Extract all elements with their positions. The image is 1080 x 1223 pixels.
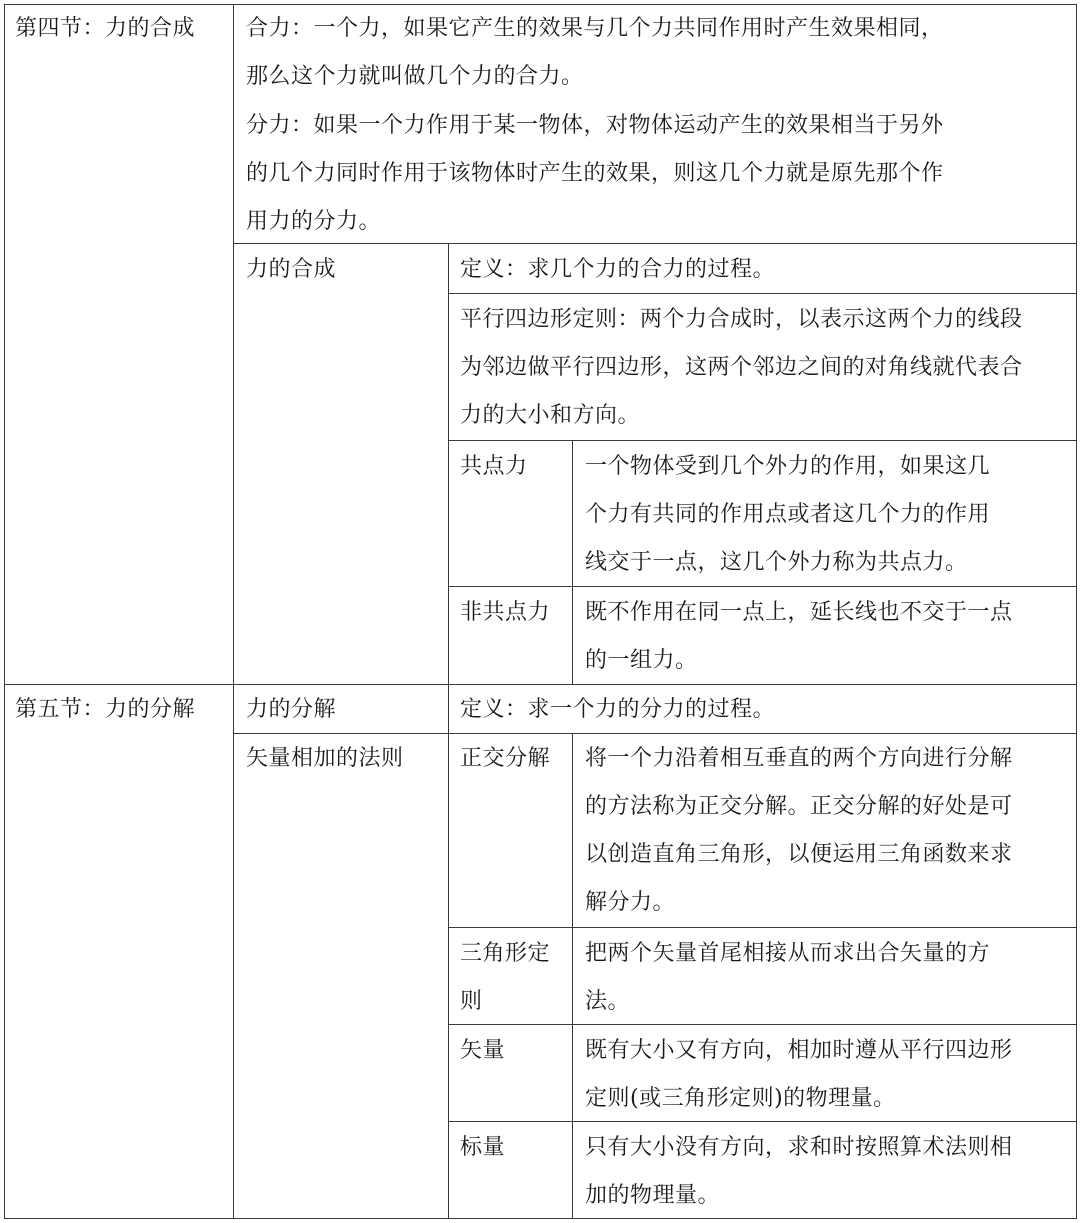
concurrent-forces-definition <box>585 443 990 587</box>
orthogonal-definition-line: 以创造直角三角形，以便运用三角函数来求 <box>585 842 1013 867</box>
concurrent-definition-line: 一个物体受到几个外力的作用，如果这几 <box>585 454 991 479</box>
border-right <box>1076 4 1077 1219</box>
concurrent-definition-line: 个力有共同的作用点或者这几个力的作用 <box>585 502 991 527</box>
resultant-definition-line: 合力：一个力，如果它产生的效果与几个力共同作用时产生效果相同， <box>246 16 944 41</box>
composition-definition: 定义：求几个力的合力的过程。 <box>460 257 776 282</box>
vector-definition-line: 既有大小又有方向，相加时遵从平行四边形 <box>585 1038 1013 1063</box>
resultant-definition-line: 那么这个力就叫做几个力的合力。 <box>246 64 584 89</box>
section-5-title: 第五节：力的分解 <box>15 697 196 722</box>
triangle-label-line: 三角形定 <box>460 941 551 966</box>
parallelogram-rule-line: 平行四边形定则：两个力合成时，以表示这两个力的线段 <box>460 307 1023 332</box>
divider-row-parallelogram <box>448 440 1077 441</box>
scalar-definition-line: 加的物理量。 <box>585 1183 721 1208</box>
parallelogram-rule <box>460 296 1023 440</box>
triangle-definition-line: 把两个矢量首尾相接从而求出合矢量的方 <box>585 941 991 966</box>
scalar-definition <box>585 1124 1013 1220</box>
divider-col-3-lower <box>572 733 573 1219</box>
divider-col-3-upper <box>572 440 573 684</box>
orthogonal-definition-line: 将一个力沿着相互垂直的两个方向进行分解 <box>585 746 1013 771</box>
component-definition-line: 用力的分力。 <box>246 209 382 234</box>
vector-definition <box>585 1027 1013 1123</box>
vector-definition-line: 定则(或三角形定则)的物理量。 <box>585 1086 896 1111</box>
triangle-definition-line: 法。 <box>585 989 631 1014</box>
composition-label: 力的合成 <box>246 257 337 282</box>
orthogonal-definition-line: 的方法称为正交分解。正交分解的好处是可 <box>585 794 1013 819</box>
nonconcurrent-forces-label: 非共点力 <box>460 600 551 625</box>
orthogonal-decomposition-definition <box>585 735 1013 927</box>
section-4-title: 第四节：力的合成 <box>15 16 196 41</box>
vector-label: 矢量 <box>460 1038 506 1063</box>
parallelogram-rule-line: 为邻边做平行四边形，这两个邻边之间的对角线就代表合 <box>460 355 1023 380</box>
divider-row-orthogonal <box>448 927 1077 928</box>
scalar-label: 标量 <box>460 1135 506 1160</box>
triangle-rule-definition <box>585 930 990 1026</box>
orthogonal-definition-line: 解分力。 <box>585 890 676 915</box>
nonconcurrent-definition-line: 既不作用在同一点上，延长线也不交于一点 <box>585 600 1013 625</box>
parallelogram-rule-line: 力的大小和方向。 <box>460 403 641 428</box>
decomposition-label: 力的分解 <box>246 697 337 722</box>
triangle-label-line: 则 <box>460 989 483 1014</box>
border-left <box>4 4 5 1219</box>
resultant-force-definition <box>246 5 944 101</box>
nonconcurrent-forces-definition <box>585 589 1013 685</box>
divider-col-2-lower <box>448 684 449 1219</box>
triangle-rule-label <box>460 930 550 1026</box>
component-force-definition <box>246 102 944 246</box>
divider-col-1 <box>233 4 234 1219</box>
scalar-definition-line: 只有大小没有方向，求和时按照算术法则相 <box>585 1135 1013 1160</box>
component-definition-line: 分力：如果一个力作用于某一物体，对物体运动产生的效果相当于另外 <box>246 113 944 138</box>
orthogonal-decomposition-label: 正交分解 <box>460 746 551 771</box>
vector-addition-rule-label: 矢量相加的法则 <box>246 746 404 771</box>
component-definition-line: 的几个力同时作用于该物体时产生的效果，则这几个力就是原先那个作 <box>246 161 944 186</box>
concurrent-definition-line: 线交于一点，这几个外力称为共点力。 <box>585 550 968 575</box>
divider-col-2-upper <box>448 243 449 684</box>
concurrent-forces-label: 共点力 <box>460 454 528 479</box>
decomposition-definition: 定义：求一个力的分力的过程。 <box>460 697 776 722</box>
nonconcurrent-definition-line: 的一组力。 <box>585 648 698 673</box>
